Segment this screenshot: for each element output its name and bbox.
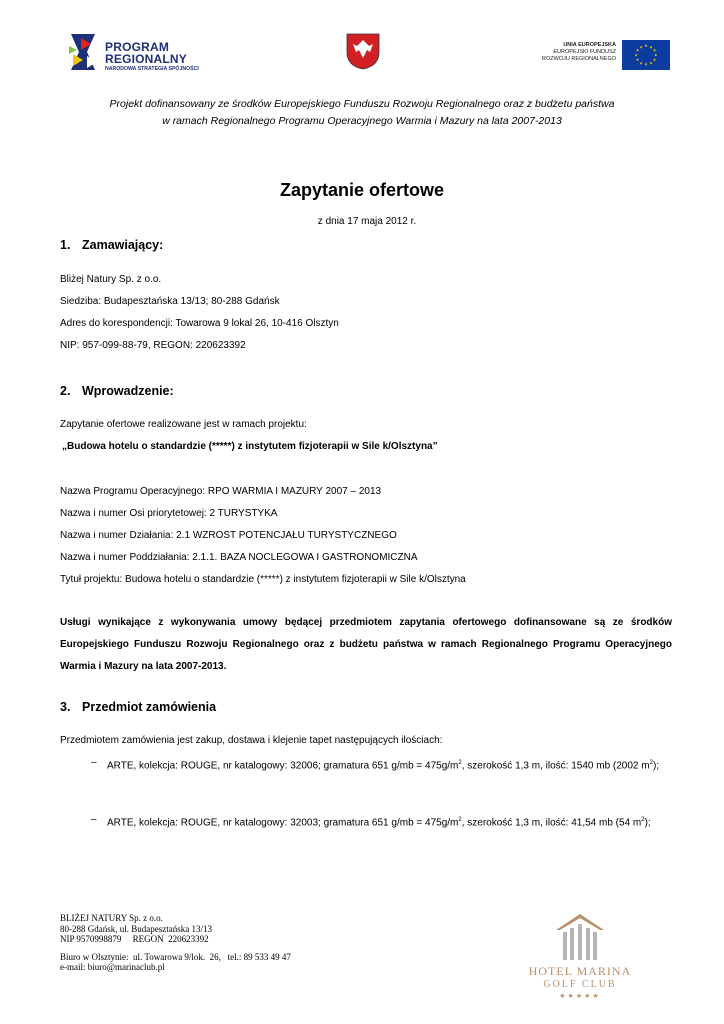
footer: [60, 913, 291, 973]
svg-text:★: ★: [652, 47, 657, 53]
footer-company: BLIŻEJ NATURY Sp. z o.o.: [60, 913, 163, 923]
svg-text:★: ★: [639, 44, 643, 50]
section2-detail: Nazwa i numer Osi priorytetowej: 2 TURYSTYKA: [60, 508, 278, 519]
eu-logo-line2: EUROPEJSKI FUNDUSZ: [553, 49, 616, 55]
item-text: , szerokość 1,3 m, ilość: 1540 mb (2002 m: [461, 760, 650, 772]
funding-intro: [60, 96, 664, 130]
section2-title: Wprowadzenie:: [82, 384, 174, 398]
eu-logo-line3: ROZWOJU REGIONALNEGO: [542, 56, 616, 62]
item-sup: 2: [649, 760, 653, 766]
svg-text:★: ★: [634, 52, 638, 58]
svg-text:★: ★: [639, 60, 643, 66]
item-text: ARTE, kolekcja: ROUGE, nr katalogowy: 32003; gramatura 651 g/mb = 475g/m: [107, 817, 459, 829]
hotel-name: HOTEL MARINA: [528, 964, 632, 978]
section2-detail: Nazwa i numer Poddziałania: 2.1.1. BAZA NOCLEGOWA I GASTRONOMICZNA: [60, 552, 418, 563]
hotel-building-icon: [554, 912, 606, 962]
item-text: ARTE, kolekcja: ROUGE, nr katalogowy: 32006; gramatura 651 g/mb = 475g/m: [107, 760, 459, 772]
item-sup: 2: [458, 760, 462, 766]
list-item-dash: –: [91, 757, 97, 768]
warmia-mazury-crest-icon: [345, 32, 381, 70]
hotel-stars: ★★★★★: [559, 992, 601, 1000]
footer-office: Biuro w Olsztynie: ul. Towarowa 9/lok. 26, tel.: 89 533 49 47: [60, 951, 291, 962]
item-sup: 2: [458, 817, 462, 823]
svg-text:★: ★: [652, 57, 657, 62]
section1-line: Adres do korespondencji: Towarowa 9 lokal 26, 10-416 Olsztyn: [60, 318, 339, 329]
hotel-marina-logo: [510, 912, 650, 1004]
item-text: );: [652, 760, 660, 772]
funding-intro-line2: w ramach Regionalnego Programu Operacyjnego Warmia i Mazury na lata 2007-2013: [162, 115, 562, 127]
svg-text:★: ★: [649, 44, 653, 50]
program-regionalny-logo: [67, 30, 217, 78]
footer-address: 80-288 Gdańsk, ul. Budapesztańska 13/13: [60, 923, 212, 934]
section1-title: Zamawiający:: [82, 238, 164, 252]
hotel-subtitle: GOLF CLUB: [543, 979, 617, 990]
section1-line: Bliżej Natury Sp. z o.o.: [60, 274, 162, 285]
footer-email: e-mail: biuro@marinaclub.pl: [60, 962, 165, 972]
section2-detail: Nazwa i numer Działania: 2.1 WZROST POTENCJAŁU TURYSTYCZNEGO: [60, 530, 397, 541]
svg-text:★: ★: [644, 61, 648, 67]
program-regionalny-emblem-icon: [67, 30, 103, 74]
svg-text:★: ★: [649, 60, 653, 66]
section2-intro: Zapytanie ofertowe realizowane jest w ramach projektu:: [60, 419, 307, 430]
section3-intro: Przedmiotem zamówienia jest zakup, dostawa i klejenie tapet następujących ilościach:: [60, 735, 443, 746]
footer-ids: NIP 9570998879 REGON 220623392: [60, 934, 209, 944]
svg-text:★: ★: [644, 43, 648, 48]
program-logo-line2: REGIONALNY: [105, 52, 188, 66]
funding-intro-line1: Projekt dofinansowany ze środków Europejskiego Funduszu Rozwoju Regionalnego oraz z budżetu państwa: [109, 98, 615, 110]
item-text: );: [644, 817, 651, 829]
section1-number: 1.: [60, 238, 71, 252]
svg-text:★: ★: [654, 52, 658, 58]
section2-heading: [60, 384, 174, 398]
item-text: , szerokość 1,3 m, ilość: 41,54 mb (54 m: [461, 817, 642, 829]
eu-logo-text: [520, 42, 616, 63]
svg-text:★: ★: [635, 47, 640, 53]
section2-funding-statement: Usługi wynikające z wykonywania umowy będącej przedmiotem zapytania ofertowego dofinansowane są ze środków Europejskiego Funduszu Rozwoju Regionalnego oraz z budżetu państwa w ramach Regionalnego Programu Operacyjnego Warmia i Mazury na lata 2007-2013.: [60, 617, 672, 672]
svg-text:★: ★: [635, 57, 640, 62]
list-item-dash: –: [91, 814, 97, 825]
section2-number: 2.: [60, 384, 71, 398]
eu-flag-icon: [622, 40, 670, 70]
section3-number: 3.: [60, 700, 71, 714]
program-logo-line1: PROGRAM: [105, 40, 170, 54]
program-logo-line3: NARODOWA STRATEGIA SPÓJNOŚCI: [105, 66, 199, 72]
section3-title: Przedmiot zamówienia: [82, 700, 217, 714]
eu-logo-line1: UNIA EUROPEJSKA: [563, 42, 616, 48]
list-item: [107, 809, 672, 834]
section1-line: NIP: 957-099-88-79, REGON: 220623392: [60, 340, 246, 351]
section3-heading: [60, 700, 216, 714]
document-date: z dnia 17 maja 2012 r.: [317, 216, 417, 227]
document-title: Zapytanie ofertowe: [279, 180, 445, 200]
section1-heading: [60, 238, 163, 252]
section2-detail: Tytuł projektu: Budowa hotelu o standardzie (*****) z instytutem fizjoterapii w Sile k/Olsztyna: [60, 574, 466, 585]
section2-detail: Nazwa Programu Operacyjnego: RPO WARMIA I MAZURY 2007 – 2013: [60, 486, 382, 497]
section1-line: Siedziba: Budapesztańska 13/13; 80-288 Gdańsk: [60, 296, 280, 307]
item-sup: 2: [641, 817, 645, 823]
list-item: [107, 752, 672, 777]
section2-project-name: „Budowa hotelu o standardzie (*****) z instytutem fizjoterapii w Sile k/Olsztyna”: [62, 441, 438, 452]
